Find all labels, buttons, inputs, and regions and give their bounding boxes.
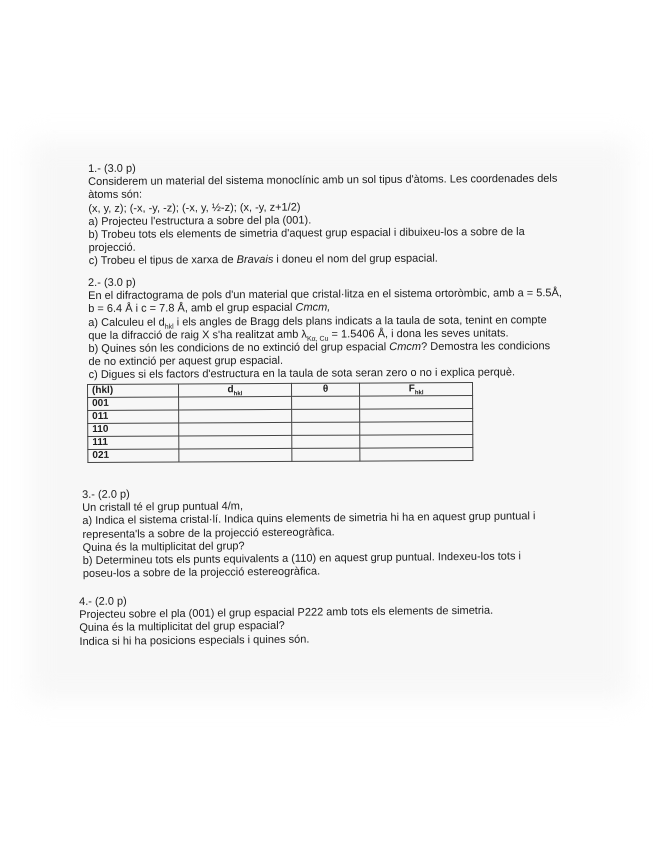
question-1-line-1: Considerem un material del sistema monoclínic amb un sol tipus d'àtoms. Les coordenades dels xyxy=(88,172,558,189)
table-header-f: F xyxy=(408,383,415,395)
table-header-d: d xyxy=(227,384,234,396)
question-1-header: 1.- (3.0 p) xyxy=(88,162,136,175)
table-cell-hkl: 011 xyxy=(88,410,179,423)
question-1-line-5: b) Trobeu tots els elements de simetria d'aquest grup espacial i dibuixeu-los a sobre de la xyxy=(88,225,525,242)
question-3-line-4: Quina és la multiplicitat del grup? xyxy=(82,540,245,554)
question-2-dhkl-subscript: hkl xyxy=(164,323,174,331)
table-cell-hkl: 021 xyxy=(88,449,179,462)
question-2-line-6: de no extinció per aquest grup espacial. xyxy=(88,355,284,369)
question-3 xyxy=(82,484,583,582)
question-1-bravais-term: Bravais xyxy=(236,254,274,267)
table-cell-empty xyxy=(360,447,473,461)
table-cell-hkl: 111 xyxy=(88,436,179,449)
question-2-line-4-part-b: = 1.5406 Å, i dona les seves unitats. xyxy=(328,327,509,341)
question-1-line-4: a) Projecteu l'estructura a sobre del pla (001). xyxy=(88,214,312,228)
table-cell-empty xyxy=(360,408,473,422)
table-header-row xyxy=(88,382,473,397)
table-header-f-subscript: hkl xyxy=(414,390,424,397)
question-2-lambda-subscript: Kα, Cu xyxy=(306,335,329,343)
structure-factor-table xyxy=(87,382,473,463)
question-1 xyxy=(88,160,589,269)
question-4 xyxy=(79,591,580,649)
table-cell-hkl: 110 xyxy=(88,423,179,436)
question-2-space-group: Cmcm, xyxy=(295,301,331,315)
question-2-space-group-2: Cmcm xyxy=(389,340,422,354)
question-2-line-4-part-a: que la difracció de raig X s'ha realitzat amb λ xyxy=(88,328,307,342)
question-2-line-3-part-a: a) Calculeu el d xyxy=(88,316,165,329)
question-2-line-2-part-a: b = 6.4 Å i c = 7.8 Å, amb el grup espacial xyxy=(88,302,296,316)
table-cell-empty xyxy=(291,396,359,409)
question-1-line-7-part-a: c) Trobeu el tipus de xarxa de xyxy=(88,254,237,268)
table-header-dhkl xyxy=(179,383,292,397)
question-4-header: 4.- (2.0 p) xyxy=(79,595,127,608)
question-4-line-1: Projecteu sobre el pla (001) el grup espacial P222 amb tots els elements de simetria. xyxy=(79,604,494,622)
question-2-line-5-part-a: b) Quines són les condicions de no extinció del grup espacial xyxy=(88,341,390,356)
table-cell-empty xyxy=(179,396,292,410)
table-cell-empty xyxy=(179,435,292,449)
question-4-line-2: Quina és la multiplicitat del grup espacial? xyxy=(79,620,285,635)
question-1-line-6: projecció. xyxy=(88,241,136,255)
question-3-line-2: a) Indica el sistema cristal·lí. Indica quins elements de simetria hi ha en aquest grup puntual i xyxy=(82,510,536,528)
question-3-line-5: b) Determineu tots els punts equivalents a (110) en aquest grup puntual. Indexeu-los tots i xyxy=(82,550,522,568)
table-cell-empty xyxy=(292,422,360,435)
question-2-line-1: En el difractograma de pols d'un material que cristal·litza en el sistema ortoròmbic, amb a = 5.5Å, xyxy=(88,287,562,303)
question-3-line-3: representa'ls a sobre de la projecció estereogràfica. xyxy=(82,525,335,541)
question-3-header: 3.- (2.0 p) xyxy=(82,488,130,501)
table-cell-empty xyxy=(360,434,473,448)
table-header-d-subscript: hkl xyxy=(233,391,243,398)
question-2-line-7: c) Digues si els factors d'estructura en la taula de sota seran zero o no i explica perquè. xyxy=(88,366,516,382)
question-2-line-5-part-c: ? Demostra les condicions xyxy=(421,340,551,353)
table-cell-empty xyxy=(179,422,292,436)
question-1-line-2: àtoms són: xyxy=(88,189,143,202)
table-cell-empty xyxy=(360,421,473,435)
table-cell-empty xyxy=(360,395,473,409)
table-header-theta: θ xyxy=(291,383,359,396)
table-header-fhkl xyxy=(360,382,473,396)
question-3-line-6: poseu-los a sobre de la projecció estereogràfica. xyxy=(82,565,321,581)
table-cell-empty xyxy=(292,435,360,448)
question-1-line-7-part-c: i doneu el nom del grup espacial. xyxy=(273,252,438,267)
question-2-header: 2.- (3.0 p) xyxy=(88,276,136,289)
table-row xyxy=(88,447,473,462)
table-cell-empty xyxy=(292,448,360,461)
question-2-line-3-part-b: i els angles de Bragg dels plans indicats a la taula de sota, tenint en compte xyxy=(173,313,547,329)
table-cell-hkl: 001 xyxy=(88,397,179,410)
question-3-line-1: Un cristall té el grup puntual 4/m, xyxy=(82,500,244,515)
question-1-line-3: (x, y, z); (-x, -y, -z); (-x, y, ½-z); (x, -y, z+1/2) xyxy=(88,201,301,215)
table-cell-empty xyxy=(291,409,359,422)
question-2 xyxy=(88,274,589,383)
table-header-hkl: (hkl) xyxy=(88,384,179,397)
table-cell-empty xyxy=(179,409,292,423)
table-cell-empty xyxy=(179,448,292,462)
question-4-line-3: Indica si hi ha posicions especials i quines són. xyxy=(79,633,310,648)
